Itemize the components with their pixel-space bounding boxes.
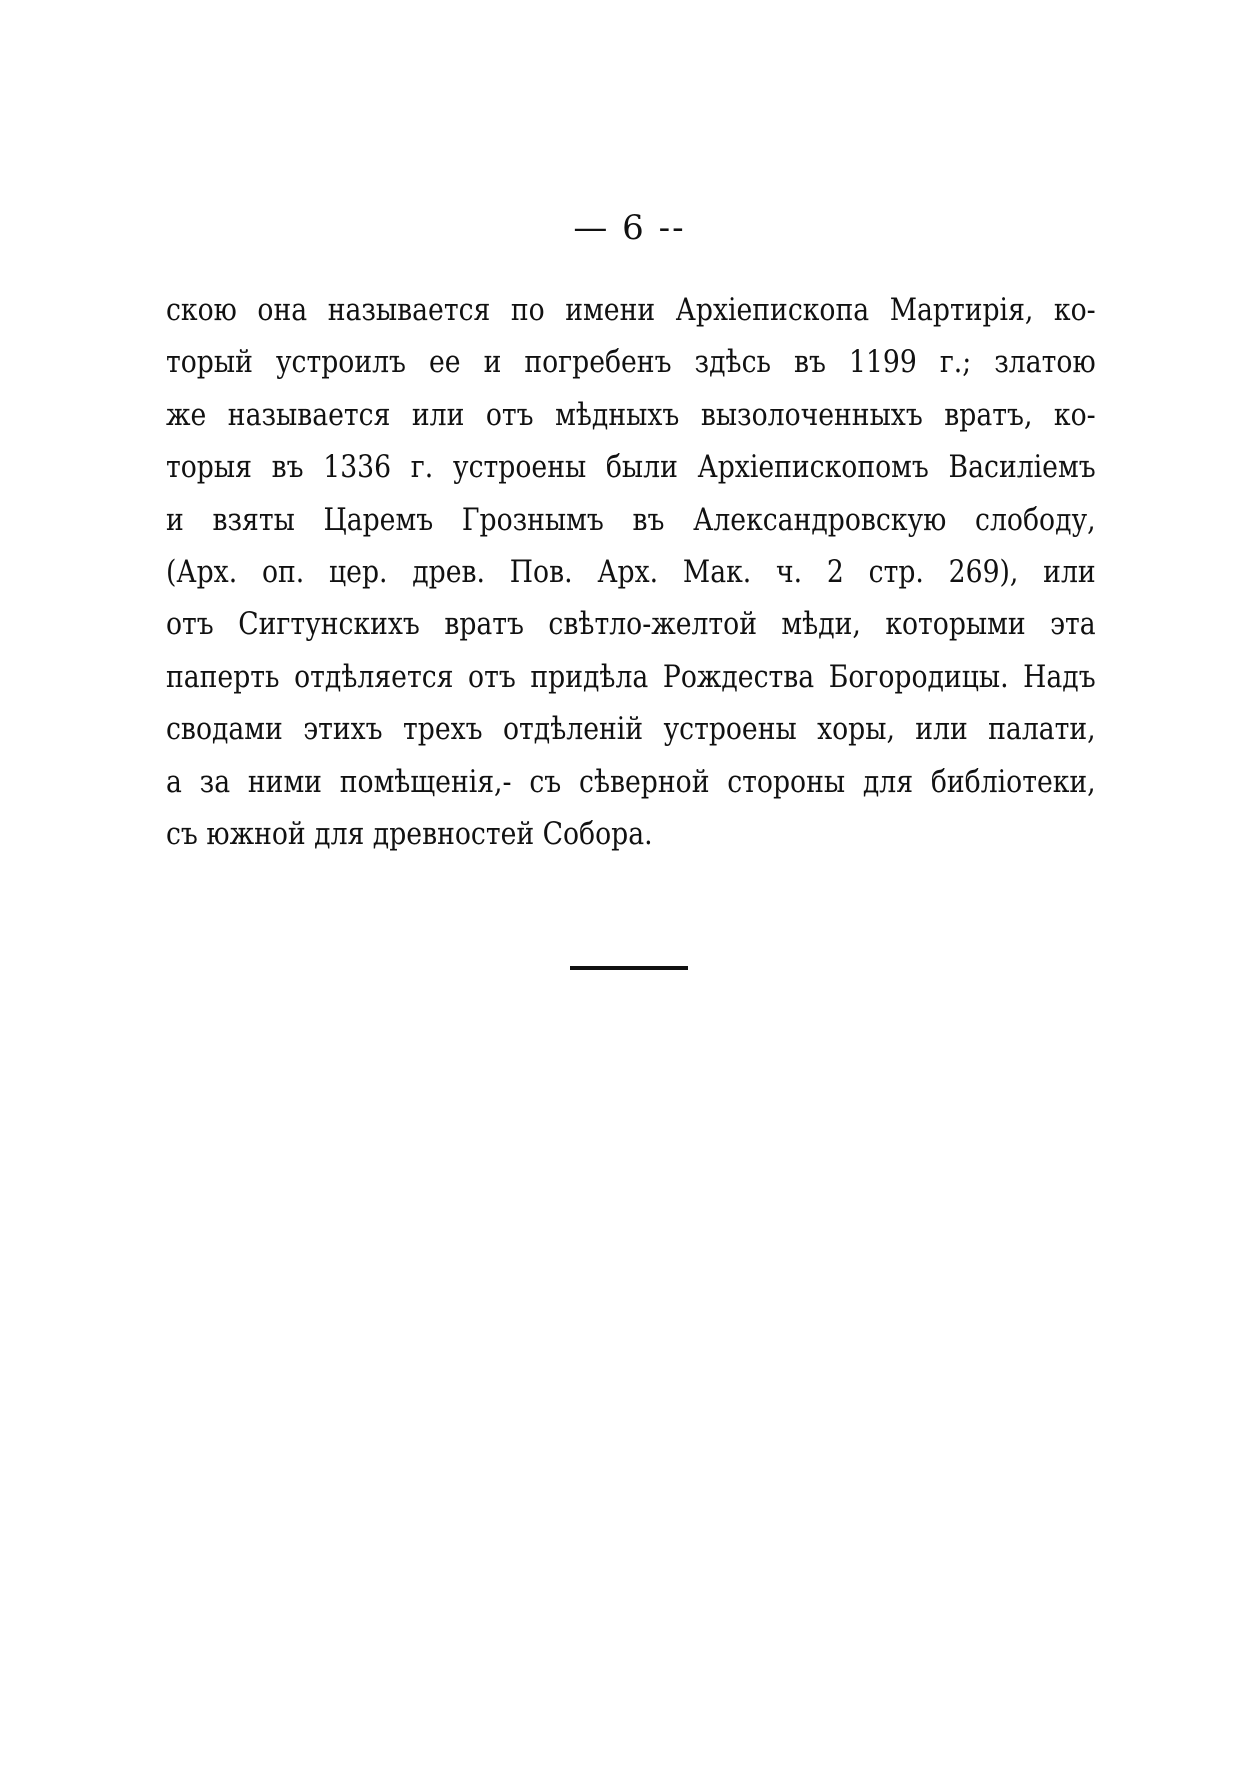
text-line: паперть отдѣляется отъ придѣла Рождества Богородицы. Надъ <box>166 658 1096 695</box>
page-number: — 6 -- <box>573 208 686 248</box>
text-line: торый устроилъ ее и погребенъ здѣсь въ 1199 г.; златою <box>166 344 1096 381</box>
text-line: и взяты Царемъ Грознымъ въ Александровскую слободу, <box>166 501 1096 538</box>
body-text <box>166 284 1096 860</box>
text-line: отъ Сигтунскихъ вратъ свѣтло-желтой мѣди, которыми эта <box>166 606 1096 643</box>
text-line: (Арх. оп. цер. древ. Пов. Арх. Мак. ч. 2 стр. 269), или <box>166 553 1096 590</box>
text-line: же называется или отъ мѣдныхъ вызолоченныхъ вратъ, ко- <box>166 396 1096 433</box>
text-line: скою она называется по имени Архіепископа Мартирія, ко- <box>166 292 1096 328</box>
text-line: а за ними помѣщенія,- съ сѣверной стороны для библіотеки, <box>166 763 1096 800</box>
text-line: сводами этихъ трехъ отдѣленій устроены хоры, или палати, <box>166 711 1096 748</box>
text-line: съ южной для древностей Собора. <box>166 815 653 852</box>
text-line: торыя въ 1336 г. устроены были Архіепископомъ Василіемъ <box>166 449 1096 486</box>
end-rule <box>570 966 688 970</box>
